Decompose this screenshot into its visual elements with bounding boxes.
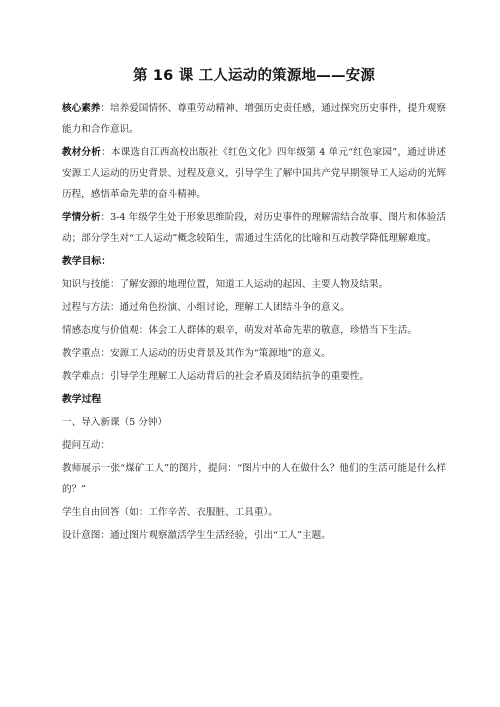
objective-knowledge: 知识与技能：了解安源的地理位置，知道工人运动的起因、主要人物及结果。: [62, 279, 389, 290]
objective-method: 过程与方法：通过角色扮演、小组讨论，理解工人团结斗争的意义。: [62, 302, 350, 313]
objective-emotion: 情感态度与价值观：体会工人群体的艰辛，萌发对革命先辈的敬意，珍惜当下生活。: [62, 325, 417, 336]
process-heading: 教学过程: [62, 394, 102, 405]
process-interaction-label: 提问互动：: [62, 440, 110, 451]
material-analysis-paragraph: [62, 142, 446, 205]
material-analysis-text: ：本课选自江西高校出版社《红色文化》四年级第 4 单元“红色家园”，通过讲述安源工人运动的历史背景、过程及意义，引导学生了解中国共产党早期领导工人运动的光辉历程，感悟革命先辈的奋斗精神。: [62, 147, 446, 200]
objectives-heading: 教学目标：: [62, 256, 111, 267]
process-design-intent: 设计意图：通过图片观察激活学生生活经验，引出“工人”主题。: [62, 530, 331, 541]
teaching-key-point: 教学重点：安源工人运动的历史背景及其作为“策源地”的意义。: [62, 348, 331, 359]
process-step-intro: 一、导入新课（5 分钟）: [62, 417, 168, 428]
student-analysis-paragraph: [62, 207, 446, 249]
student-analysis-label: 学情分析: [62, 212, 101, 223]
document-page: [62, 66, 446, 548]
teaching-difficulty: 教学难点：引导学生理解工人运动背后的社会矛盾及团结抗争的重要性。: [62, 371, 369, 382]
lesson-title: 第 16 课 工人运动的策源地——安源: [132, 68, 376, 84]
student-analysis-text: ：3-4 年级学生处于形象思维阶段，对历史事件的理解需结合故事、图片和体验活动；部分学生对“工人运动”概念较陌生，需通过生活化的比喻和互动教学降低理解难度。: [62, 212, 447, 244]
core-literacy-text: ：培养爱国情怀、尊重劳动精神、增强历史责任感，通过探究历史事件，提升观察能力和合作意识。: [62, 103, 447, 135]
process-student-answer: 学生自由回答（如：工作辛苦、衣服脏、工具重）。: [62, 507, 278, 518]
material-analysis-label: 教材分析: [62, 147, 102, 158]
core-literacy-paragraph: [62, 98, 446, 140]
core-literacy-label: 核心素养: [62, 103, 101, 114]
process-teacher-question: 教师展示一张“煤矿工人”的图片，提问：“图片中的人在做什么？他们的生活可能是什么样的？”: [62, 463, 446, 495]
